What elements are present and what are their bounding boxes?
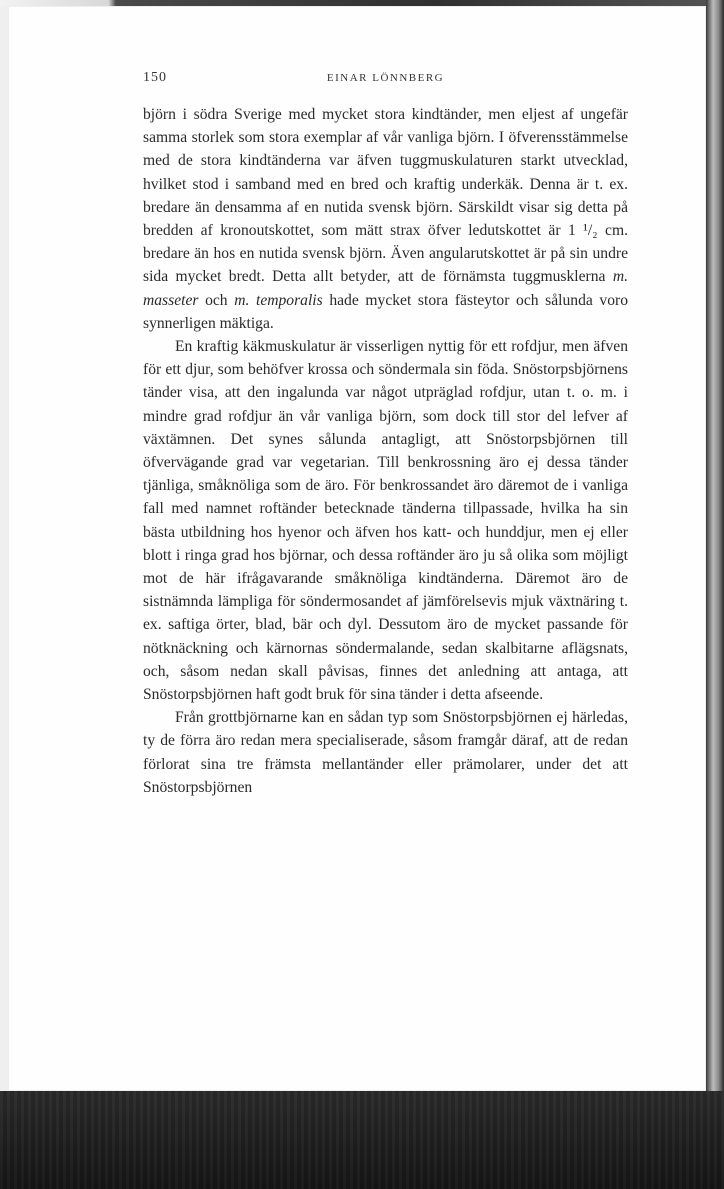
text-run: Från grottbjörnarne kan en sådan typ som Snöstorpsbjörnen ej härledas, ty de förra äro redan mera specialiserade, såsom framgår däraf, att de redan förlorat sina tre främsta mellantänder eller prämolarer, under det att Snöstorpsbjörnen: [143, 709, 628, 796]
page-number: 150: [143, 70, 167, 85]
paragraph: [143, 706, 628, 799]
paragraph: [143, 335, 628, 706]
scan-right-edge: [706, 0, 724, 1092]
body-text: [143, 103, 628, 799]
scan-left-margin: [0, 6, 8, 1091]
text-run: hade mycket stora fästeytor och sålunda voro synnerligen mäktiga.: [143, 291, 629, 332]
running-head: EINAR LÖNNBERG: [326, 72, 445, 84]
italic-term: m. masseter: [143, 268, 628, 309]
text-run: och: [198, 291, 235, 309]
italic-term: m. temporalis: [234, 291, 323, 309]
text-run: En kraftig käkmuskulatur är visserligen nyttig för ett rofdjur, men äfven för ett djur, som behöfver krossa och söndermala sin föda. Snöstorpsbjörnens tänder visa, att den ingalunda var något utpräglad rofdjur, utan t. o. m. i mindre grad rofdjur än vår vanliga björn, som dock till stor del lefver af växtämnen. Det synes sålunda antagligt, att Snöstorpsbjörnen till öfvervägande grad var vegetarian. Till benkrossning äro ej dessa tänder tjänliga, småknöliga som de äro. För benkrossandet äro däremot de i vanliga fall med namnet roftänder betecknade tänderna tillpassade, hvilka ha sin bästa utbildning hos hyenor och äfven hos katt- och hunddjur, men ej eller blott i ringa grad hos björnar, och dessa roftänder äro ju så olika som möjligt mot de här ifrågavarande småknöliga kindtänderna. Däremot äro de sistnämnda lämpliga för söndermosandet af jämförelsevis mjuk växtnäring t. ex. saftiga örter, blad, bär och dyl. Dessutom äro de mycket passande för nötknäckning och kärnornas söndermalande, sedan skalbitarne aflägsnats, och, såsom nedan skall påvisas, finnes det anledning att antaga, att Snöstorpsbjörnen haft godt bruk för sina tänder i detta afseende.: [143, 338, 628, 704]
page-header: [143, 70, 628, 90]
paragraph: [143, 103, 628, 335]
scan-bottom-background: [0, 1091, 724, 1189]
text-run: björn i södra Sverige med mycket stora kindtänder, men eljest af ungefär samma storlek som stora exemplar af vår vanliga björn. I öfverensstämmelse med de stora kindtänderna var äfven tuggmuskulaturen starkt utvecklad, hvilket stod i samband med en bred och kraftig underkäk. Denna är t. ex. bredare än densamma af en nutida svensk björn. Särskildt visar sig detta på bredden af kronoutskottet, som mätt strax öfver ledutskottet är 1 ¹/₂ cm. bredare än hos en nutida svensk björn. Även angularutskottet är på sin undre sida mycket bredt. Detta allt betyder, att de förnämsta tuggmusklerna: [143, 106, 628, 286]
